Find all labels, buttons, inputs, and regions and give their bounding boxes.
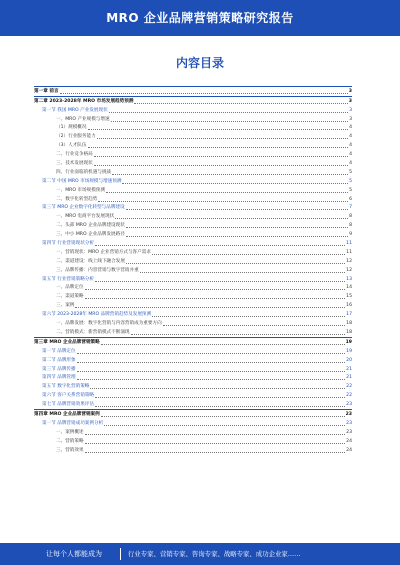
toc-entry[interactable] [34, 248, 352, 257]
toc-entry-title: 三、案例 [56, 303, 75, 309]
toc-entry-page: 17 [346, 312, 352, 318]
toc-entry-title: 第一节 品牌营销成功案例分析 [42, 420, 104, 426]
toc-entry[interactable] [34, 419, 352, 428]
toc-leader-dots [126, 262, 345, 264]
toc-leader-dots [95, 280, 345, 282]
toc-entry[interactable] [34, 124, 352, 133]
toc-entry-page: 8 [349, 223, 352, 229]
toc-entry-title: 第三章 MRO 企业品牌营销策略 [34, 339, 100, 345]
toc-entry-page: 15 [346, 294, 352, 300]
toc-entry[interactable] [34, 141, 352, 150]
toc-leader-dots [94, 155, 348, 157]
toc-leader-dots [98, 200, 348, 202]
toc-leader-dots [152, 315, 345, 317]
toc-entry-page: 22 [346, 393, 352, 399]
toc-entry[interactable] [34, 365, 352, 374]
toc-entry[interactable] [34, 150, 352, 159]
toc-leader-dots [85, 433, 346, 435]
toc-entry-title: 一、案例概述 [56, 429, 84, 435]
toc-entry[interactable] [34, 115, 352, 124]
toc-entry-page: 8 [349, 214, 352, 220]
toc-entry-page: 23 [345, 411, 352, 417]
toc-entry[interactable] [34, 106, 352, 115]
toc-entry[interactable] [34, 310, 352, 319]
toc-entry-title: 第一节 我国 MRO 产业发展现状 [42, 107, 108, 113]
toc-entry[interactable] [34, 168, 352, 177]
toc-entry-page: 7 [349, 205, 352, 211]
toc-entry-title: 三、品牌传播：内容营销与数字营销并重 [56, 267, 139, 273]
toc-entry[interactable] [34, 221, 352, 230]
toc-heading: 内容目录 [175, 56, 224, 70]
toc-leader-dots [77, 370, 346, 372]
toc-leader-dots [140, 271, 345, 273]
toc-entry-page: 20 [346, 357, 352, 363]
report-title: MRO 企业品牌营销策略研究报告 [106, 11, 294, 25]
toc-leader-dots [112, 173, 348, 175]
toc-entry-page: 23 [346, 402, 352, 408]
toc-leader-dots [85, 442, 346, 444]
toc-entry-title: 四、行业面临的机遇与挑战 [56, 169, 112, 175]
toc-entry[interactable] [34, 409, 352, 419]
toc-entry[interactable] [34, 159, 352, 168]
toc-leader-dots [126, 208, 348, 210]
toc-leader-dots [95, 405, 345, 407]
toc-entry-title: 二、营销模式：新营销模式不断涌现 [56, 329, 130, 335]
toc-entry[interactable] [34, 356, 352, 365]
toc-entry-title: 一、MRO 市场规模预测 [56, 187, 105, 193]
toc-entry[interactable] [34, 266, 352, 275]
toc-entry-title: 三、中小 MRO 企业品牌发展路径 [56, 232, 125, 238]
toc-entry[interactable] [34, 292, 352, 301]
toc-entry[interactable] [34, 239, 352, 248]
toc-leader-dots [88, 146, 349, 148]
toc-entry-title: 二、营销策略 [56, 438, 84, 444]
toc-leader-dots [101, 415, 345, 417]
toc-leader-dots [104, 424, 345, 426]
toc-entry[interactable] [34, 275, 352, 284]
toc-leader-dots [88, 128, 349, 130]
toc-entry[interactable] [34, 347, 352, 356]
toc-leader-dots [85, 451, 346, 453]
toc-entry-title: 二、数字化转型趋势 [56, 196, 98, 202]
toc-entry-title: 第二节 品牌形象 [42, 357, 76, 363]
table-of-contents [34, 86, 352, 455]
toc-leader-dots [77, 378, 346, 380]
toc-entry-page: 18 [346, 329, 352, 335]
toc-entry-title: 第二节 中国 MRO 市场规模与增速预测 [42, 178, 122, 184]
toc-entry[interactable] [34, 195, 352, 204]
toc-entry-title: 二、渠道策略 [56, 294, 84, 300]
toc-leader-dots [122, 182, 348, 184]
toc-entry-page: 19 [346, 348, 352, 354]
toc-entry[interactable] [34, 337, 352, 347]
toc-leader-dots [111, 120, 348, 122]
toc-entry-page: 5 [349, 178, 352, 184]
toc-entry-page: 19 [345, 339, 352, 345]
report-header [0, 0, 400, 36]
toc-entry-page: 4 [349, 134, 352, 140]
toc-entry-title: 二、渠道建设：线上线下融合发展 [56, 258, 125, 264]
toc-entry-title: 第四章 MRO 企业品牌营销案例 [34, 411, 100, 417]
toc-entry-page: 23 [346, 429, 352, 435]
toc-entry-page: 11 [346, 241, 352, 247]
toc-entry[interactable] [34, 328, 352, 337]
toc-leader-dots [152, 253, 345, 255]
toc-entry-page: 22 [346, 384, 352, 390]
toc-leader-dots [75, 306, 345, 308]
toc-entry-page: 23 [346, 420, 352, 426]
footer-tagline: 行业专家、营销专家、咨询专家、战略专家、成功企业家…… [128, 550, 301, 558]
toc-entry-page: 9 [349, 232, 352, 238]
toc-leader-dots [109, 111, 348, 113]
toc-entry-page: 21 [346, 366, 352, 372]
toc-entry[interactable] [34, 400, 352, 409]
toc-entry-title: 第一节 品牌定位 [42, 348, 76, 354]
toc-entry-page: 24 [346, 447, 352, 453]
toc-leader-dots [77, 352, 346, 354]
toc-entry-title: 第三节 品牌传播 [42, 366, 76, 372]
toc-entry-title: 第六节 客户关系营销策略 [42, 393, 94, 399]
toc-entry-page: 3 [349, 107, 352, 113]
toc-entry-page: 24 [346, 438, 352, 444]
toc-entry[interactable] [34, 212, 352, 221]
toc-entry[interactable] [34, 204, 352, 213]
toc-leader-dots [94, 164, 348, 166]
toc-entry-page: 4 [349, 161, 352, 167]
footer-divider [120, 548, 121, 560]
toc-entry[interactable] [34, 132, 352, 141]
toc-entry-page: 6 [349, 196, 352, 202]
toc-entry-title: 第四节 品牌管理 [42, 375, 76, 381]
toc-entry[interactable] [34, 257, 352, 266]
toc-entry-page: 12 [346, 258, 352, 264]
toc-leader-dots [77, 361, 346, 363]
toc-entry-page: 4 [349, 125, 352, 131]
toc-entry-title: 三、技术发展现状 [56, 161, 93, 167]
toc-leader-dots [95, 396, 345, 398]
toc-entry[interactable] [34, 391, 352, 400]
toc-entry-page: 14 [346, 285, 352, 291]
toc-entry[interactable] [34, 177, 352, 186]
toc-entry-title: （2）行业服务能力 [56, 134, 96, 140]
toc-leader-dots [85, 288, 346, 290]
toc-entry-page: 16 [346, 303, 352, 309]
toc-leader-dots [95, 244, 345, 246]
toc-entry-title: 第七节 品牌营销效果评估 [42, 402, 94, 408]
toc-leader-dots [85, 297, 346, 299]
toc-entry[interactable] [34, 319, 352, 328]
toc-entry-page: 3 [349, 116, 352, 122]
toc-entry-page: 13 [346, 276, 352, 282]
toc-entry-page: 5 [349, 187, 352, 193]
toc-entry[interactable] [34, 446, 352, 455]
toc-leader-dots [90, 387, 345, 389]
toc-leader-dots [115, 217, 348, 219]
toc-entry-title: （1）规模概况 [56, 125, 87, 131]
toc-leader-dots [134, 102, 347, 104]
toc-entry[interactable] [34, 96, 352, 106]
toc-entry-title: 第五节 行业营销策略分析 [42, 276, 94, 282]
toc-leader-dots [101, 343, 345, 345]
toc-entry-title: 一、MRO 电商平台发展现状 [56, 214, 115, 220]
toc-entry-title: 一、营销现状：MRO 企业营销方式与客户需求 [56, 249, 151, 255]
toc-entry[interactable] [34, 437, 352, 446]
toc-entry[interactable] [34, 284, 352, 293]
toc-entry-page: 3 [348, 98, 352, 104]
toc-leader-dots [126, 226, 348, 228]
toc-entry-page: 3 [348, 88, 352, 94]
toc-entry[interactable] [34, 230, 352, 239]
toc-entry-page: 4 [349, 143, 352, 149]
toc-entry-title: 第二章 2023-2028年 MRO 市场发展趋势预测 [34, 98, 134, 104]
toc-entry-title: 第五节 数字化营销策略 [42, 384, 90, 390]
toc-entry-title: 二、行业竞争格局 [56, 152, 93, 158]
toc-entry-title: 一、品牌发展：数字化营销与内容营销成为重要方向 [56, 321, 162, 327]
toc-entry[interactable] [34, 374, 352, 383]
toc-entry-title: 二、头部 MRO 企业品牌建设现状 [56, 223, 125, 229]
toc-entry-page: 21 [346, 375, 352, 381]
page-footer [0, 543, 400, 565]
toc-entry-title: 第一章 前言 [34, 88, 59, 94]
toc-entry-page: 11 [346, 249, 352, 255]
toc-entry-title: （3）人才队伍 [56, 143, 87, 149]
toc-leader-dots [126, 235, 348, 237]
toc-entry[interactable] [34, 86, 352, 96]
toc-leader-dots [131, 333, 346, 335]
toc-entry-title: 第四节 行业营销现状分析 [42, 241, 94, 247]
toc-leader-dots [97, 137, 348, 139]
toc-entry-page: 12 [346, 267, 352, 273]
toc-entry-title: 一、品牌定位 [56, 285, 84, 291]
toc-entry[interactable] [34, 428, 352, 437]
toc-entry[interactable] [34, 301, 352, 310]
toc-leader-dots [106, 191, 348, 193]
toc-entry-page: 4 [349, 152, 352, 158]
toc-leader-dots [60, 92, 348, 94]
toc-entry[interactable] [34, 382, 352, 391]
footer-slogan: 让每个人都能成为 [46, 550, 102, 558]
toc-entry[interactable] [34, 186, 352, 195]
toc-entry-title: 第六节 2023-2028年 MRO 品牌营销趋势及发展预测 [42, 312, 152, 318]
toc-entry-title: 一、MRO 产业规模与增速 [56, 116, 110, 122]
toc-leader-dots [163, 324, 345, 326]
toc-entry-page: 5 [349, 169, 352, 175]
toc-entry-title: 三、营销效果 [56, 447, 84, 453]
toc-entry-page: 18 [346, 321, 352, 327]
toc-entry-title: 第三节 MRO 企业数字化转型与品牌建设 [42, 205, 125, 211]
